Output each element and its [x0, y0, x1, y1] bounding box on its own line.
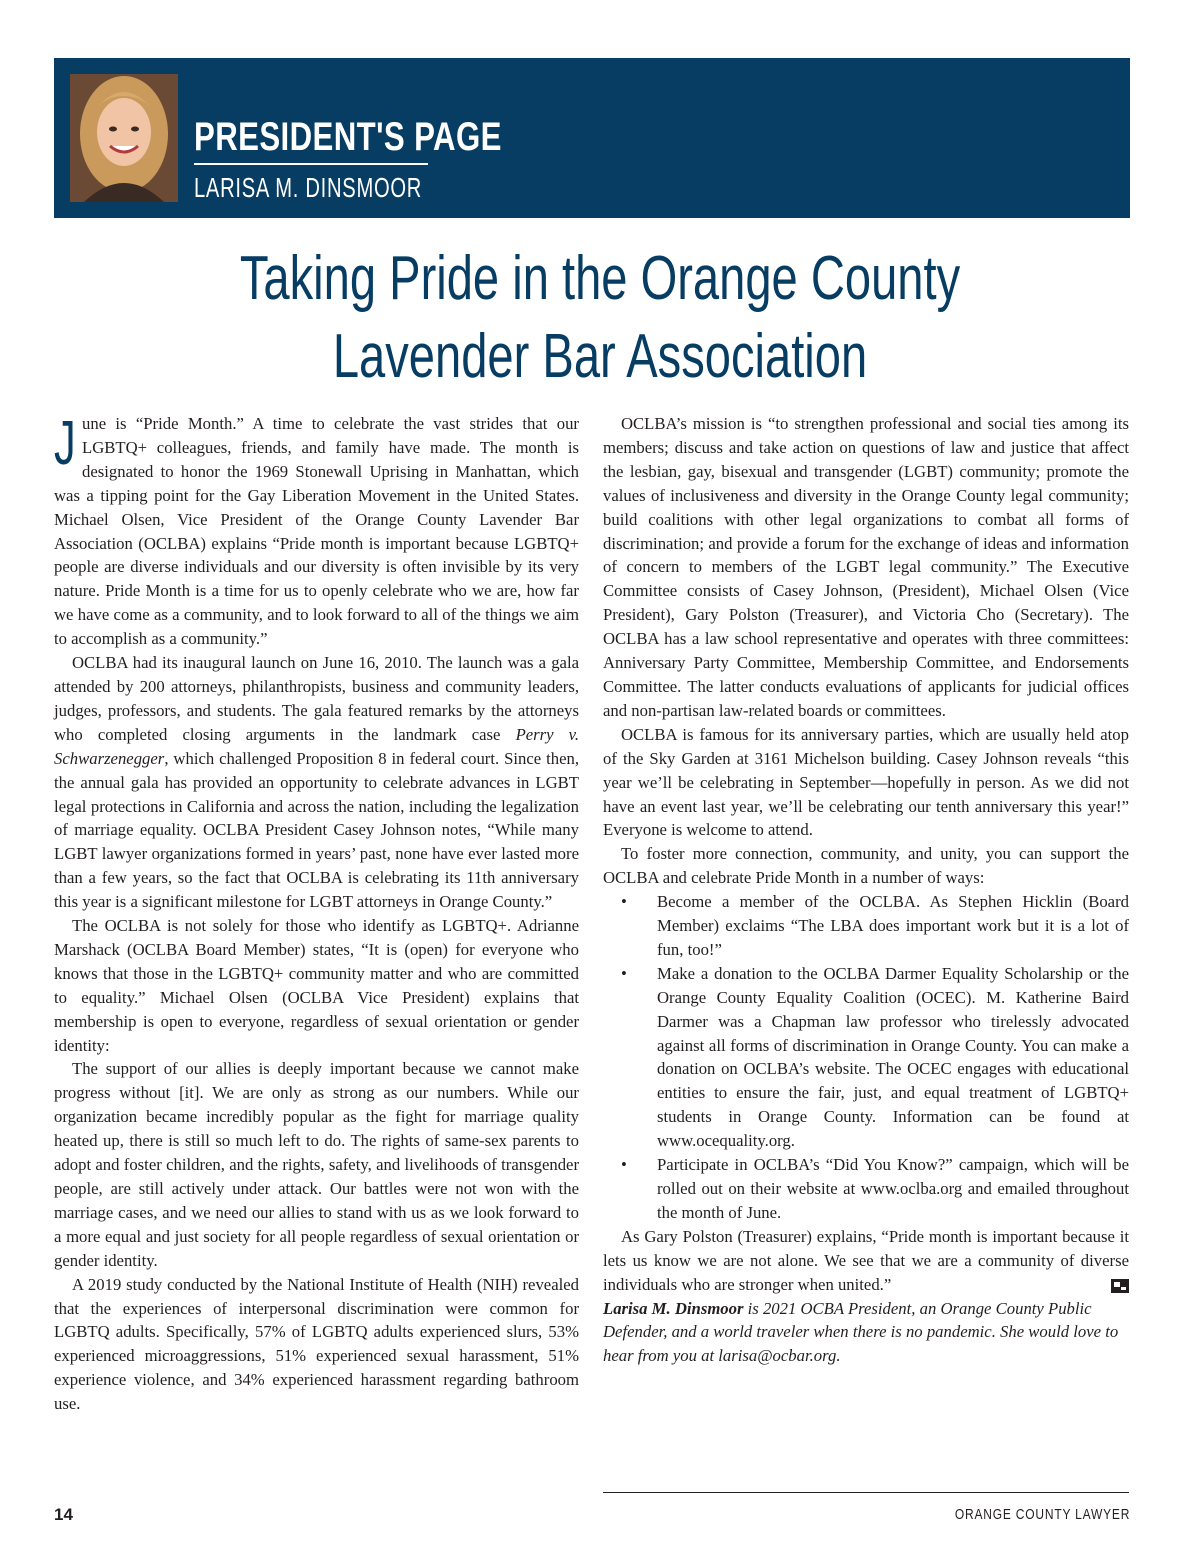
bullet-icon: •	[621, 892, 627, 912]
footer-divider	[603, 1492, 1129, 1493]
article-paragraph: June is “Pride Month.” A time to celebrate the vast strides that our LGBTQ+ colleagues, friends, and family have made. The month is designated to honor the 1969 Stonewall Uprising in Manhattan, which was a tipping point for the Gay Liberation Movement in the United States. Michael Olsen, Vice President of the Orange County Lavender Bar Association (OCLBA) explains “Pride month is important because LGBTQ+ people are diverse individuals and our diversity is often invisible by its very nature. Pride Month is a time for us to openly celebrate who we are, how far we have come as a community, and to look forward to all of the things we aim to accomplish as a community.”	[54, 409, 579, 649]
article-paragraph: OCLBA is famous for its anniversary parties, which are usually held atop of the Sky Garden at 3161 Michelson building. Casey Johnson reveals “this year we’ll be celebrating in September—hopefully in person. As we did not have an event last year, we’ll be celebrating our tenth anniversary this year!” Everyone is welcome to attend.	[603, 724, 1129, 840]
author-portrait-photo	[70, 74, 178, 202]
drop-cap: J	[54, 409, 76, 478]
title-divider	[194, 163, 428, 165]
bullet-icon: •	[621, 963, 627, 983]
ocl-end-mark-icon	[1111, 1279, 1129, 1293]
section-title: PRESIDENT'S PAGE	[194, 115, 502, 159]
ways-to-support-list	[603, 890, 1129, 1225]
block-quote: The support of our allies is deeply important because we cannot make progress without [it]. We are only as strong as our numbers. While our organization became incredibly popular as the fight for marriage quality heated up, there is still so much left to do. The rights of same-sex parents to adopt and foster children, and the rights, safety, and livelihoods of transgender people, are still actively under attack. Our battles were not won with the marriage cases, and we need our allies to stand with us as we look forward to a more equal and just society for all people regardless of sexual orientation or gender identity.	[54, 1059, 579, 1270]
publication-name: ORANGE COUNTY LAWYER	[954, 1506, 1130, 1523]
article-paragraph: As Gary Polston (Treasurer) explains, “Pride month is important because it lets us know we are not alone. We see that we are a community of diverse individuals who are stronger when united.”	[603, 1226, 1129, 1294]
article-paragraph: To foster more connection, community, and unity, you can support the OCLBA and celebrate Pride Month in a number of ways:	[603, 844, 1129, 888]
article-column-left	[54, 409, 579, 1416]
bullet-icon: •	[621, 1155, 627, 1175]
page-header-banner	[54, 58, 1130, 218]
headline-line-1: Taking Pride in the Orange County	[239, 244, 961, 313]
author-bio: Larisa M. Dinsmoor is 2021 OCBA President, an Orange County Public Defender, and a world traveler when there is no pandemic. She would love to hear from you at larisa@ocbar.org.	[603, 1298, 1119, 1366]
portrait-illustration	[70, 74, 178, 202]
list-item: • Make a donation to the OCLBA Darmer Equality Scholarship or the Orange County Equality Coalition (OCEC). M. Katherine Baird Darmer was a Chapman law professor who tirelessly advocated against all forms of discrimination in Orange County. You can make a donation on OCLBA’s website. The OCEC engages with educational entities to ensure the fair, just, and equal treatment of LGBTQ+ students in Orange County. Information can be found at www.ocequality.org.	[621, 963, 1129, 1151]
article-paragraph: OCLBA had its inaugural launch on June 16, 2010. The launch was a gala attended by 200 attorneys, philanthropists, business and community leaders, judges, professors, and students. The gala featured remarks by the attorneys who completed closing arguments in the landmark case Perry v. Schwarzenegger, which challenged Proposition 8 in federal court. Since then, the annual gala has provided an opportunity to celebrate advances in LGBT legal protections in California and across the nation, including the legalization of marriage equality. OCLBA President Casey Johnson notes, “While many LGBT lawyer organizations formed in years’ past, none have ever lasted more than a few years, so the fact that OCLBA is celebrating its 11th anniversary this year is a significant milestone for LGBT attorneys in Orange County.”	[54, 653, 579, 912]
case-name: Perry v. Schwarzenegger	[54, 724, 579, 768]
article-paragraph: A 2019 study conducted by the National Institute of Health (NIH) revealed that the experiences of interpersonal discrimination were common for LGBTQ adults. Specifically, 57% of LGBTQ adults experienced slurs, 53% experienced microaggressions, 51% experienced sexual harassment, 51% experience violence, and 34% experienced harassment regarding bathroom use.	[54, 1274, 579, 1414]
article-paragraph: The OCLBA is not solely for those who identify as LGBTQ+. Adrianne Marshack (OCLBA Board Member) states, “It is (open) for everyone who knows that those in the LGBTQ+ community matter and who are committed to equality.” Michael Olsen (OCLBA Vice President) explains that membership is open to everyone, regardless of sexual orientation or gender identity:	[54, 916, 579, 1055]
article-paragraph: OCLBA’s mission is “to strengthen professional and social ties among its members; discuss and take action on questions of law and justice that affect the lesbian, gay, bisexual and transgender (LGBT) community; promote the values of inclusiveness and diversity in the Orange County legal community; build coalitions with other legal organizations to combat all forms of discrimination; and provide a forum for the exchange of ideas and information of concern to members of the LGBT legal community.” The Executive Committee consists of Casey Johnson, (President), Michael Olsen (Vice President), Gary Polston (Treasurer), and Victoria Cho (Secretary). The OCLBA has a law school representative and operates with three committees: Anniversary Party Committee, Membership Committee, and Endorsements Committee. The latter conducts evaluations of applicants for judicial offices and non-partisan law-related boards or committees.	[603, 414, 1129, 720]
page-number: 14	[54, 1505, 73, 1524]
article-column-right-visible	[603, 412, 1129, 1368]
list-item: • Participate in OCLBA’s “Did You Know?” campaign, which will be rolled out on their website at www.oclba.org and emailed throughout the month of June.	[621, 1155, 1129, 1222]
author-name: LARISA M. DINSMOOR	[194, 172, 423, 203]
bio-name: Larisa M. Dinsmoor	[603, 1298, 744, 1318]
list-item: • Become a member of the OCLBA. As Stephen Hicklin (Board Member) exclaims “The LBA does important work but it is a lot of fun, too!”	[621, 892, 1129, 959]
headline-line-2: Lavender Bar Association	[332, 322, 868, 391]
article-headline	[0, 240, 1200, 396]
